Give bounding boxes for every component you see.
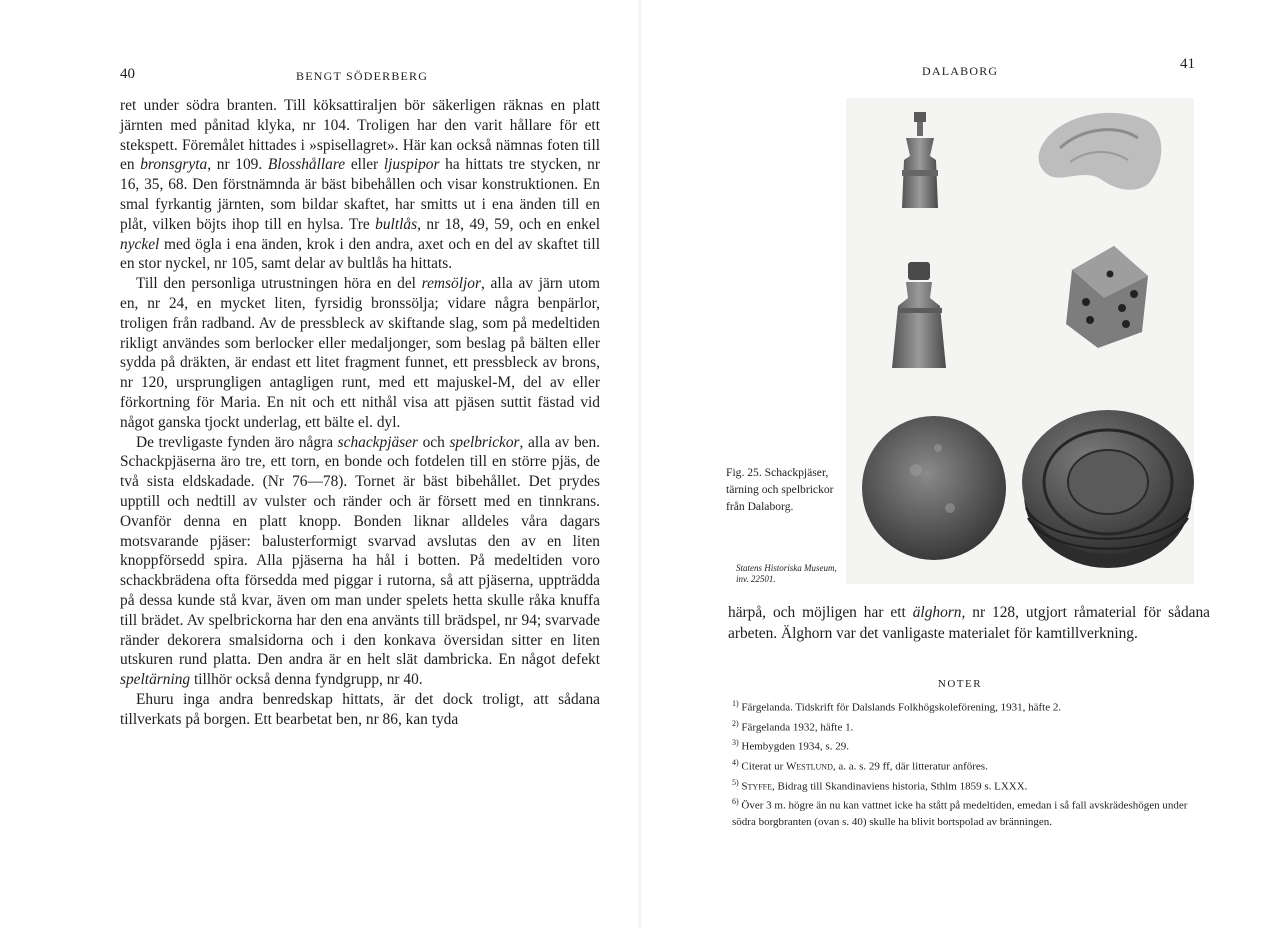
text-run: , nr 18, 49, 59, och en enkel [417, 215, 600, 233]
footnote: $^{2)}$ Färgelanda 1932, häfte 1. [732, 718, 854, 734]
author-name: Westlund [786, 760, 833, 773]
footnote-number: 4) [732, 757, 739, 767]
text-run: härpå, och möjligen har ett [728, 604, 913, 621]
figure-credit: Statens Historiska Museum, inv. 22501. [736, 563, 837, 584]
gaming-piece-plain-icon [862, 416, 1006, 560]
right-page [640, 0, 1280, 929]
page-number-right: 41 [1180, 56, 1195, 72]
text-run: med ögla i ena änden, krok i den andra, axet och en del av skaftet till en stor nyckel, nr 105, samt delar av bultlås ha hittats. [120, 235, 600, 273]
italic-term: spelbrickor [449, 433, 520, 451]
body-text-right [728, 602, 1210, 644]
italic-term: schackpjäser [337, 433, 418, 451]
paragraph [120, 274, 600, 432]
text-run: De trevligaste fynden äro några [136, 433, 338, 451]
italic-term: älghorn [912, 604, 962, 621]
footnote-number: 6) [732, 797, 739, 807]
text-run: och [418, 433, 450, 451]
text-run: ha hittats tre stycken, nr 16, 35, 68. Den förstnämnda är bäst bibehållen och visar konstruktionen. En smal fyrkantig järnten, som bildar skaftet, har smitts ut i ena änden till en plåt, vilken böjts ihop till en hylsa. Tre [120, 156, 600, 233]
figure-plate [846, 98, 1194, 584]
text-run: tillhör också denna fyndgrupp, nr 40. [190, 671, 423, 689]
italic-term: nyckel [120, 235, 160, 253]
text-run: , nr 109. [207, 156, 268, 174]
footnote: $^{6)}$ Över 3 m. högre än nu kan vattnet icke ha stått på medeltiden, emedan i så fall avskrädeshögen under södra borgbranten (ovan s. 40) skulle ha blivit bortspolad av bränningen. [732, 797, 1188, 828]
italic-term: ljuspipor [383, 156, 440, 174]
footnote-number: 5) [732, 777, 739, 787]
body-text-left [120, 96, 600, 730]
italic-term: bronsgryta [140, 156, 208, 174]
footnote: $^{1)}$ Färgelanda. Tidskrift för Dalslands Folkhögskoleförening, 1931, häfte 2. [732, 699, 1062, 714]
die-icon [1066, 246, 1148, 348]
paragraph [120, 690, 600, 730]
text-run: eller [345, 156, 384, 174]
running-head-right: DALABORG [922, 64, 999, 78]
text-run: Ehuru inga andra benredskap hittats, är det dock troligt, att sådana tillverkats på borgen. Ett bearbetat ben, nr 86, kan tyda [120, 690, 600, 728]
text-run: Till den personliga utrustningen höra en del [136, 275, 422, 293]
chess-pawn-icon [892, 262, 946, 368]
italic-term: bultlås [375, 215, 418, 233]
italic-term: speltärning [120, 671, 191, 689]
footnote: $^{3)}$ Hembygden 1934, s. 29. [732, 738, 849, 753]
chess-rook-icon [902, 112, 938, 208]
footnote-number: 2) [732, 718, 739, 728]
figure-caption: Fig. 25. Schackpjäser, tärning och spelbrickor från Dalaborg. [726, 466, 834, 513]
paragraph [120, 96, 600, 274]
italic-term: Blosshållare [267, 156, 346, 174]
text-run: , alla av ben. Schackpjäserna äro tre, ett torn, en bonde och fotdelen till en större pjäs, de två sista eldskadade. (Nr 76—78). Tornet är bäst bibehållet. Det prydes upptill och nedtill av vulster och ränder och är försett med en tinnkrans. Ovanför denna en platt knopp. Bonden liknar alldeles våra dagars motsvarande pjäser: balusterformigt svarvad avslutas den av en liten knoppförsedd spira. Alla pjäserna ha hål i botten. På medeltiden voro schackbrädena ofta försedda med piggar i rutorna, så att pjäserna, uppträdda på dessa kunde stå kvar, även om man under spelets hetta skulle råka knuffa till brädet. Av spelbrickorna har den ena använts till brädspel, nr 94; svarvade ränder dekorera smalsidorna och i den konkava översidan sitter en liten utskuren rund platta. Den andra är en helt slät dambricka. En något defekt [120, 433, 601, 669]
italic-term: remsöljor [421, 275, 481, 293]
text-run: , alla av järn utom en, nr 24, en mycket liten, fyrsidig bronssölja; vidare några benpärlor, troligen från radband. Av de pressbleck av skiftande slag, som på medeltiden rikligt användes som berlocker eller medaljonger, som beslag på bälten eller sydda på dräkten, är endast ett litet fragment funnet, ett pressbleck av brons, nr 120, ursprungligen antagligen runt, med ett majuskel-M, del av eller förkortning för Maria. En nit och ett nithål visa att pjäsen suttit fästad vid något ganska tjockt underlag, ett bälte el. dyl. [120, 275, 600, 431]
figure-photo [846, 98, 1194, 584]
footnote: $^{5)}$ Styffe, Bidrag till Skandinaviens historia, Sthlm 1859 s. LXXX. [732, 777, 1028, 793]
gaming-piece-ridged-icon [1022, 410, 1194, 568]
text-run: , nr 128, utgjort råmaterial för sådana arbeten. Älghorn var det vanligaste materialet för kamtillverkning. [728, 604, 1210, 642]
footnote: $^{4)}$ Citerat ur Westlund, a. a. s. 29 ff, där litteratur anföres. [732, 757, 988, 773]
page-number-left: 40 [120, 66, 135, 82]
paragraph [120, 433, 600, 690]
footnote-number: 3) [732, 738, 739, 748]
author-name: Styffe [741, 780, 772, 793]
text-run: ret under södra branten. Till köksattiraljen bör säkerligen räknas en platt järnten med pånitad klyka, nr 104. Troligen har den varit hållare för ett stekspett. Föremålet hittades i »spisellagret». Här kan också nämnas foten till en [120, 97, 600, 174]
running-head-left: BENGT SÖDERBERG [296, 69, 429, 83]
bone-fragment-icon [1039, 113, 1162, 190]
footnote-number: 1) [732, 699, 739, 708]
footnotes [732, 696, 1206, 830]
notes-heading: NOTER [937, 678, 983, 690]
